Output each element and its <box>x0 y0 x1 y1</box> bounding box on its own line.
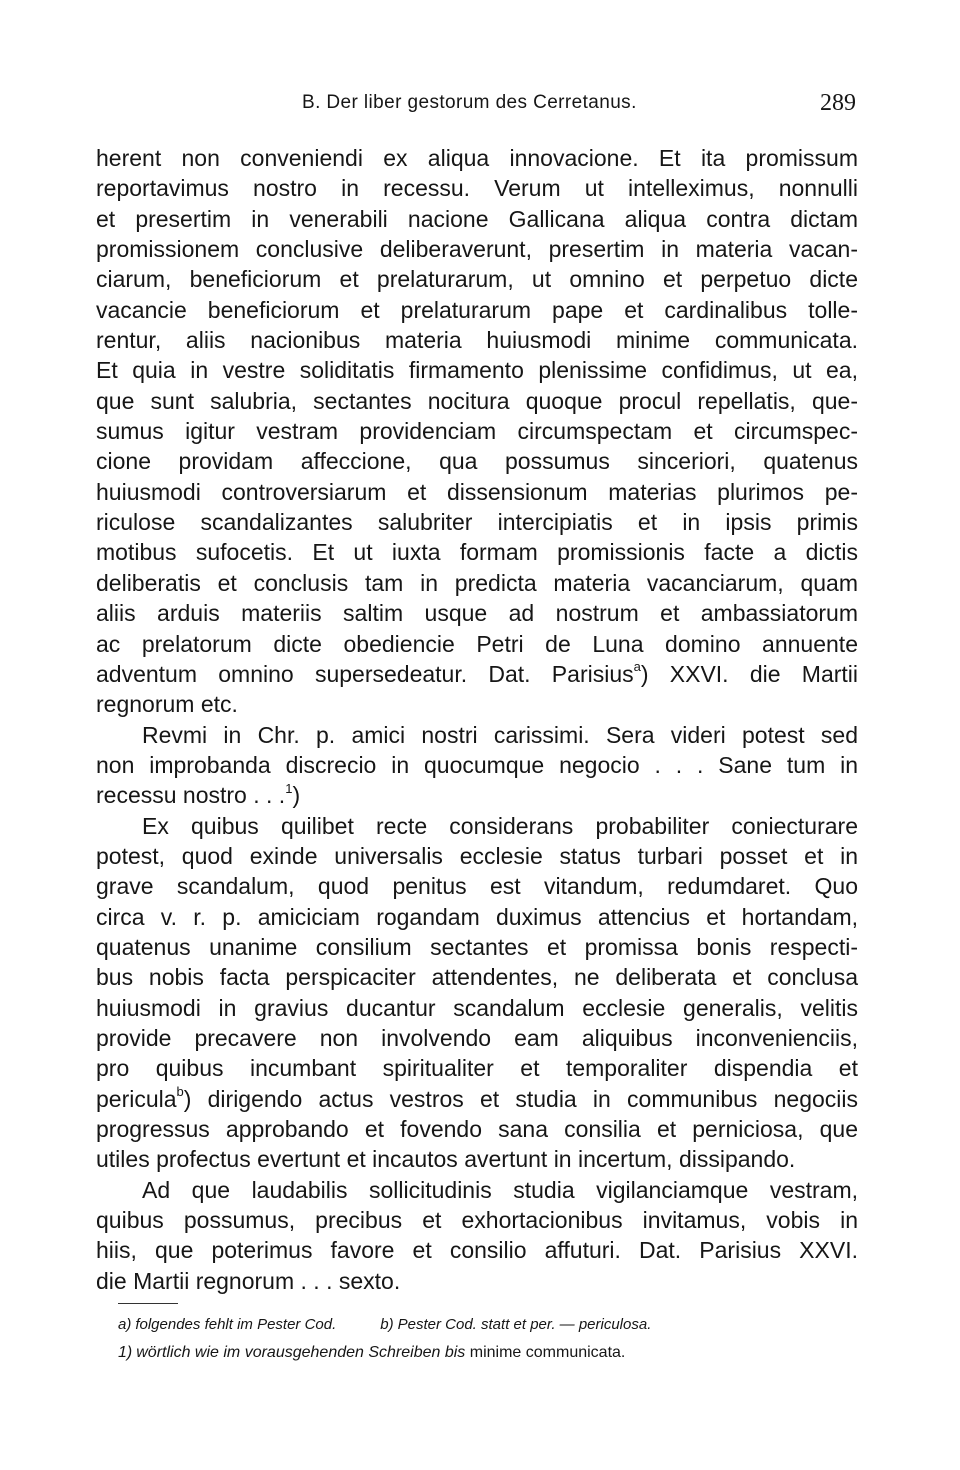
text-line: non improbanda discrecio in quocumque negocio . . . Sane tum in <box>96 751 858 778</box>
footnote-1-marker: 1) <box>118 1344 133 1361</box>
text-line: potest, quod exinde universalis ecclesie status turbari posset et in <box>96 842 858 869</box>
running-head: B. Der liber gestorum des Cerretanus. <box>302 92 637 113</box>
page-number: 289 <box>820 90 856 116</box>
text-line: reportavimus nostro in recessu. Verum ut intelleximus, nonnulli <box>96 175 858 202</box>
text-segment: ) dirigendo actus vestros et studia in communibus negociis <box>183 1085 858 1112</box>
text-line: Revmi in Chr. p. amici nostri carissimi. Sera videri potest sed <box>142 721 858 748</box>
text-line: deliberatis et conclusis tam in predicta materia vacanciarum, quam <box>96 569 858 596</box>
text-line: quatenus unanime consilium sectantes et promissa bonis respecti- <box>96 933 858 960</box>
footnote-ref-1: 1 <box>285 780 293 796</box>
text-line: grave scandalum, quod penitus est vitandum, redumdaret. Quo <box>96 873 858 900</box>
text-line: promissionem conclusive deliberaverunt, presertim in materia vacan- <box>96 236 858 263</box>
text-line: rentur, aliis nacionibus materia huiusmodi minime communicata. <box>96 327 858 354</box>
text-segment: recessu nostro . . . <box>96 782 286 809</box>
text-line: regnorum etc. <box>96 691 238 718</box>
text-line: provide precavere non involvendo eam aliquibus inconvenienciis, <box>96 1024 858 1051</box>
text-line <box>96 659 858 689</box>
text-line: utiles profectus evertunt et incautos avertunt in incertum, dissipando. <box>96 1146 796 1173</box>
text-line: et presertim in venerabili nacione Gallicana aliqua contra dictam <box>96 205 858 232</box>
text-line: pro quibus incumbant spiritualiter et temporaliter dispendia et <box>96 1055 858 1082</box>
footnote-rule <box>118 1303 178 1304</box>
page-header <box>0 92 960 116</box>
text-line: herent non conveniendi ex aliqua innovacione. Et ita promissum <box>96 145 858 171</box>
text-line: cione providam affeccione, qua possumus sinceriori, quatenus <box>96 448 858 475</box>
footnote-a-marker: a) <box>118 1316 132 1333</box>
footnote-b-text: Pester Cod. statt et per. — periculosa. <box>397 1316 652 1333</box>
text-line: motibus sufocetis. Et ut iuxta formam promissionis facte a dictis <box>96 539 858 566</box>
footnote-ref-a: a <box>633 659 641 675</box>
text-line <box>96 780 858 810</box>
footnote-b-marker: b) <box>380 1316 394 1333</box>
footnote-a-text: folgendes fehlt im Pester Cod. <box>135 1316 337 1333</box>
footnote-ref-b: b <box>176 1084 184 1099</box>
text-line: sumus igitur vestram providenciam circumspectam et circumspec- <box>96 418 858 445</box>
text-line: huiusmodi in gravius ducantur scandalum ecclesie generalis, velitis <box>96 994 858 1021</box>
text-line: hiis, que poterimus favore et consilio affuturi. Dat. Parisius XXVI. <box>96 1237 858 1264</box>
footnote-1-text: wörtlich wie im vorausgehenden Schreiben bis <box>136 1344 466 1361</box>
text-line: circa v. r. p. amiciciam rogandam duximus attencius et hortandam, <box>96 903 858 930</box>
text-segment: pericula <box>96 1085 177 1112</box>
text-line: riculose scandalizantes salubriter intercipiatis et in ipsis primis <box>96 509 858 536</box>
text-line: que sunt salubria, sectantes nocitura quoque procul repellatis, que- <box>96 387 858 414</box>
body-text <box>96 143 858 1296</box>
text-line: Et quia in vestre soliditatis firmamento plenissime confidimus, ut ea, <box>96 357 858 384</box>
text-line: ciarum, beneficiorum et prelaturarum, ut omnino et perpetuo dicte <box>96 266 858 293</box>
text-segment: ) <box>292 782 301 809</box>
text-line: progressus approbando et fovendo sana consilia et perniciosa, que <box>96 1116 858 1142</box>
text-line <box>96 1084 858 1114</box>
text-segment: ) XXVI. die Martii <box>640 660 859 687</box>
text-segment: adventum omnino supersedeatur. Dat. Parisius <box>96 660 634 687</box>
text-line: die Martii regnorum . . . sexto. <box>96 1267 401 1294</box>
footnote-line-1 <box>118 1339 858 1367</box>
text-line: vacancie beneficiorum et prelaturarum pape et cardinalibus tolle- <box>96 296 858 323</box>
footnote-line-ab <box>118 1311 858 1339</box>
footnote-1-text-plain: minime communicata. <box>469 1344 626 1361</box>
text-line: bus nobis facta perspicaciter attendentes, ne deliberata et conclusa <box>96 964 858 991</box>
text-line: huiusmodi controversiarum et dissensionum materias plurimos pe- <box>96 478 858 505</box>
text-line: Ad que laudabilis sollicitudinis studia vigilanciamque vestram, <box>142 1176 858 1203</box>
footnotes <box>118 1311 858 1367</box>
text-line: aliis arduis materiis saltim usque ad nostrum et ambassiatorum <box>96 600 858 627</box>
text-line: ac prelatorum dicte obediencie Petri de Luna domino annuente <box>96 630 858 657</box>
text-line: quibus possumus, precibus et exhortacionibus invitamus, vobis in <box>96 1207 858 1234</box>
text-line: Ex quibus quilibet recte considerans probabiliter coniecturare <box>142 812 858 839</box>
